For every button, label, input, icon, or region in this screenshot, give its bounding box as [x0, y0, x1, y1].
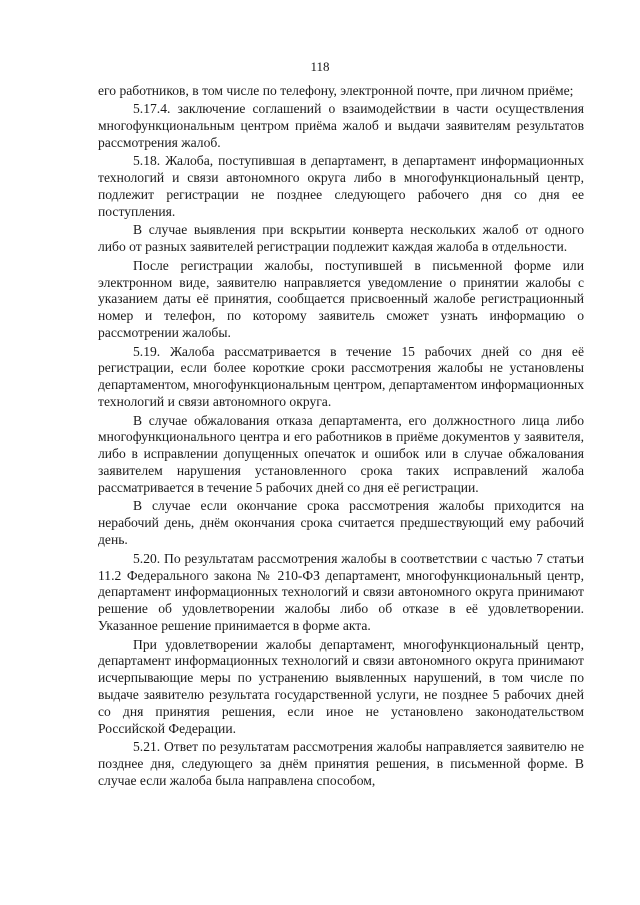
paragraph-5-21: 5.21. Ответ по результатам рассмотрения жалобы направляется заявителю не позднее дня, следующего за днём принятия решения, в письменной форме. В случае если жалоба была направлена способом, [98, 739, 584, 789]
paragraph-continuation: его работников, в том числе по телефону, электронной почте, при личном приёме; [98, 83, 574, 98]
paragraph-multiple-complaints: В случае выявления при вскрытии конверта нескольких жалоб от одного либо от разных заявителей регистрации подлежит каждая жалоба в отдельности. [98, 222, 584, 255]
paragraph-5-19: 5.19. Жалоба рассматривается в течение 15 рабочих дней со дня её регистрации, если более короткие сроки рассмотрения жалобы не установлены департаментом, многофункциональным центром, департаментом информационных технологий и связи автономного округа. [98, 343, 584, 410]
paragraph-satisfaction: При удовлетворении жалобы департамент, многофункциональный центр, департамент информационных технологий и связи автономного округа принимают исчерпывающие меры по устранению выявленных нарушений, в том числе по выдаче заявителю результата государственной услуги, не позднее 5 рабочих дней со дня принятия решения, если иное не установлено законодательством Российской Федерации. [98, 636, 584, 737]
document-body [98, 83, 584, 791]
paragraph-registration-notice: После регистрации жалобы, поступившей в письменной форме или электронном виде, заявителю направляется уведомление о принятии жалобы с указанием даты её принятия, сообщается присвоенный жалобе регистрационный номер и телефон, по которому заявитель сможет узнать информацию о рассмотрении жалобы. [98, 257, 584, 341]
paragraph-5-18: 5.18. Жалоба, поступившая в департамент, в департамент информационных технологий и связи автономного округа либо в многофункциональный центр, подлежит регистрации не позднее следующего рабочего дня со дня ее поступления. [98, 153, 584, 220]
paragraph-non-working-day: В случае если окончание срока рассмотрения жалобы приходится на нерабочий день, днём окончания срока считается предшествующий ему рабочий день. [98, 498, 584, 548]
page-number: 118 [310, 59, 330, 74]
paragraph-5-17-4: 5.17.4. заключение соглашений о взаимодействии в части осуществления многофункциональным центром приёма жалоб и выдачи заявителям результатов рассмотрения жалоб. [98, 101, 584, 151]
paragraph-refusal-appeal: В случае обжалования отказа департамента, его должностного лица либо многофункционального центра и его работников в приёме документов у заявителя, либо в исправлении допущенных опечаток и ошибок или в случае обжалования заявителем нарушения установленного срока таких исправлений жалоба рассматривается в течение 5 рабочих дней со дня её регистрации. [98, 412, 584, 496]
paragraph-5-20: 5.20. По результатам рассмотрения жалобы в соответствии с частью 7 статьи 11.2 Федерального закона № 210-ФЗ департамент, многофункциональный центр, департамент информационных технологий и связи автономного округа принимают решение об удовлетворении жалобы либо об отказе в её удовлетворении. Указанное решение принимается в форме акта. [98, 550, 584, 634]
